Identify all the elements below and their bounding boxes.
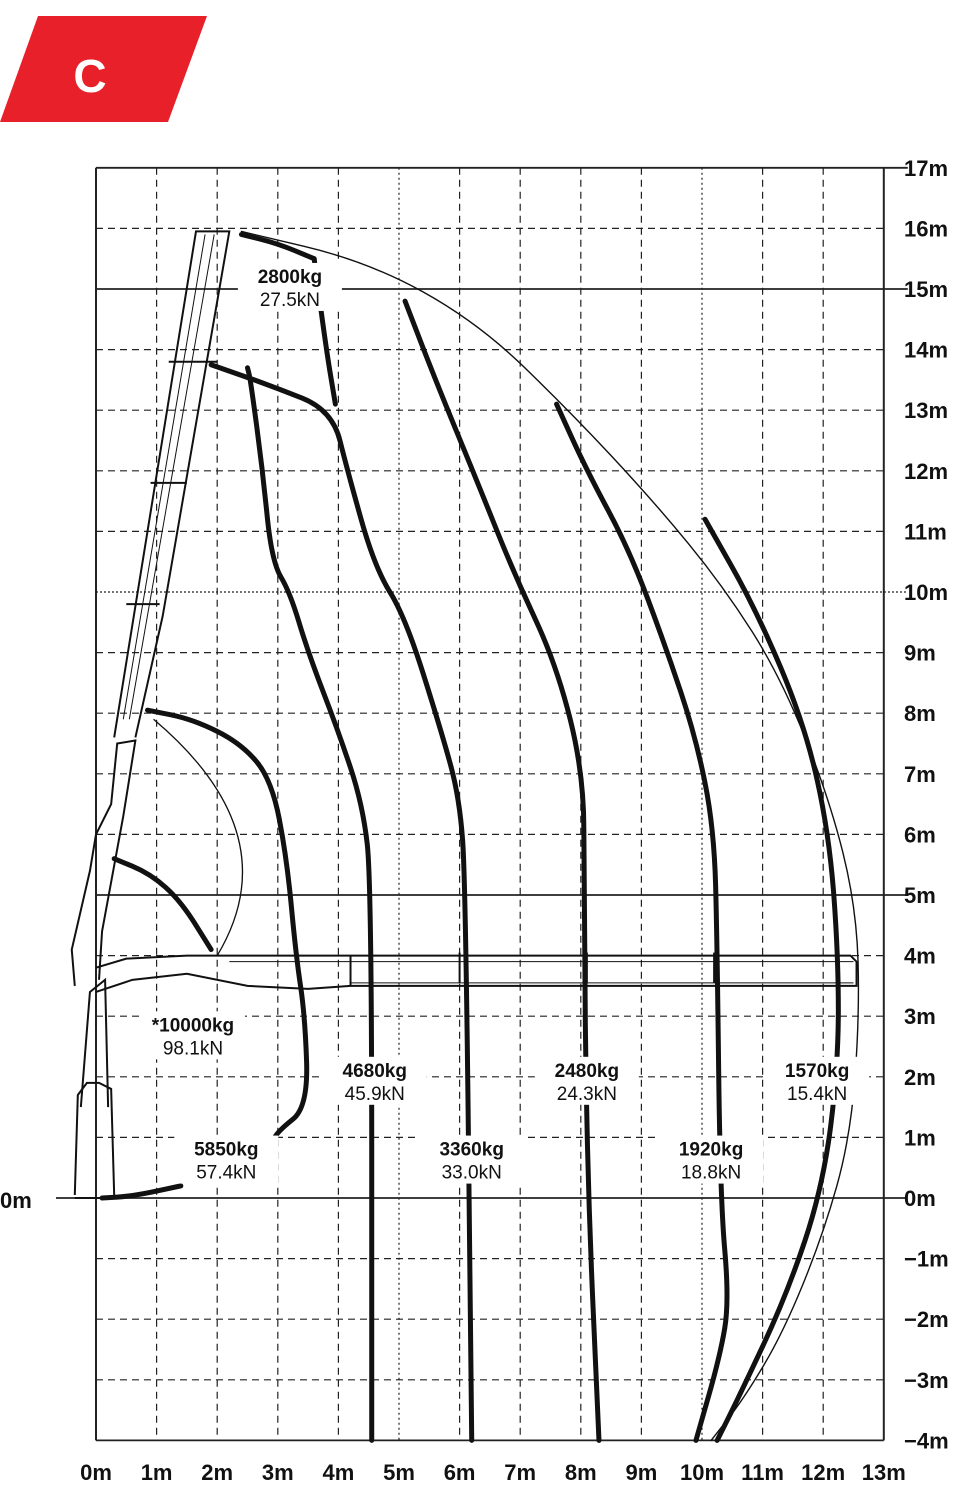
badge-letter: C: [73, 50, 107, 102]
y-tick-label: −2m: [904, 1307, 949, 1333]
y-tick-label: 11m: [904, 519, 947, 545]
x-tick-label: 2m: [201, 1460, 234, 1485]
y-tick-label: 5m: [904, 883, 936, 908]
y-tick-label: 16m: [904, 216, 949, 242]
x-tick-label: 11m: [741, 1460, 785, 1485]
load-label: [659, 1136, 763, 1184]
load-kg: 4680kg: [342, 1060, 407, 1082]
x-tick-label: 13m: [861, 1460, 906, 1485]
y-tick-label: 14m: [904, 337, 949, 363]
load-kn: 57.4kN: [196, 1162, 257, 1184]
x-tick-label: 12m: [801, 1460, 846, 1485]
y-tick-label: 7m: [904, 761, 936, 787]
y-tick-label: 6m: [904, 822, 936, 848]
load-label: [420, 1136, 524, 1184]
load-kg: 2800kg: [257, 266, 323, 288]
x-tick-label: 1m: [140, 1460, 173, 1485]
y-tick-label: 17m: [904, 155, 949, 181]
load-kg: 2480kg: [554, 1060, 620, 1082]
load-kn: 98.1kN: [162, 1038, 224, 1060]
crane-upper-boom-line: [123, 234, 205, 719]
y-tick-label: −4m: [904, 1428, 949, 1454]
y-tick-label: 4m: [904, 943, 936, 969]
y-tick-label: −3m: [904, 1367, 949, 1393]
y-tick-label: 9m: [904, 640, 936, 666]
load-kg: 5850kg: [194, 1139, 259, 1161]
x-tick-label: 7m: [504, 1460, 537, 1485]
x-tick-label: 9m: [625, 1460, 658, 1485]
y-tick-label: 8m: [904, 701, 936, 727]
curve-2480kg: [405, 301, 599, 1440]
left-zero-label: 0m: [0, 1188, 32, 1213]
curve-3360kg: [211, 365, 472, 1441]
y-tick-label: 2m: [904, 1064, 936, 1090]
crane-main-boom: [96, 956, 857, 992]
x-tick-label: 8m: [564, 1460, 597, 1485]
load-kn: 27.5kN: [259, 289, 321, 311]
load-label: [765, 1057, 869, 1105]
load-kn: 33.0kN: [441, 1162, 502, 1184]
y-tick-label: −1m: [904, 1246, 949, 1272]
load-label: [174, 1136, 278, 1184]
y-tick-label: 10m: [904, 580, 949, 605]
x-tick-label: 4m: [322, 1460, 355, 1485]
crane-upper-boom-line2: [129, 234, 214, 719]
crane-column: [81, 980, 108, 1107]
y-axis-ticks: [904, 156, 949, 1454]
curve-10000kg: [114, 859, 211, 950]
load-kg: 3360kg: [439, 1139, 504, 1161]
curve-5850kg: [148, 710, 307, 1143]
envelope-outer: [241, 231, 858, 1440]
load-kn: 18.8kN: [680, 1162, 742, 1184]
x-axis-ticks: [80, 1460, 906, 1485]
x-tick-label: 3m: [261, 1460, 294, 1485]
y-tick-label: 13m: [904, 398, 949, 424]
load-kn: 45.9kN: [344, 1083, 405, 1105]
load-labels: [141, 263, 869, 1184]
y-tick-label: 12m: [904, 458, 949, 484]
load-kg: 1920kg: [678, 1139, 744, 1161]
y-tick-label: 1m: [904, 1125, 936, 1151]
load-label: [238, 263, 342, 311]
load-kn: 24.3kN: [556, 1083, 617, 1105]
load-kg: *10000kg: [151, 1015, 235, 1037]
load-kg: 1570kg: [784, 1060, 850, 1082]
crane-upper-boom: [114, 231, 229, 737]
load-label: [535, 1057, 639, 1105]
y-tick-label: 0m: [904, 1186, 936, 1211]
load-kn: 15.4kN: [787, 1083, 848, 1105]
x-tick-label: 0m: [80, 1460, 112, 1485]
y-tick-label: 3m: [904, 1004, 936, 1030]
x-tick-label: 6m: [443, 1460, 476, 1485]
curve-4680kg: [248, 368, 372, 1441]
section-badge: [0, 16, 207, 122]
x-tick-label: 10m: [679, 1460, 725, 1485]
load-label: [323, 1057, 427, 1105]
y-tick-label: 15m: [904, 277, 949, 302]
slew-arc: [154, 719, 243, 955]
load-label: [141, 1011, 245, 1059]
x-tick-label: 5m: [383, 1460, 415, 1485]
